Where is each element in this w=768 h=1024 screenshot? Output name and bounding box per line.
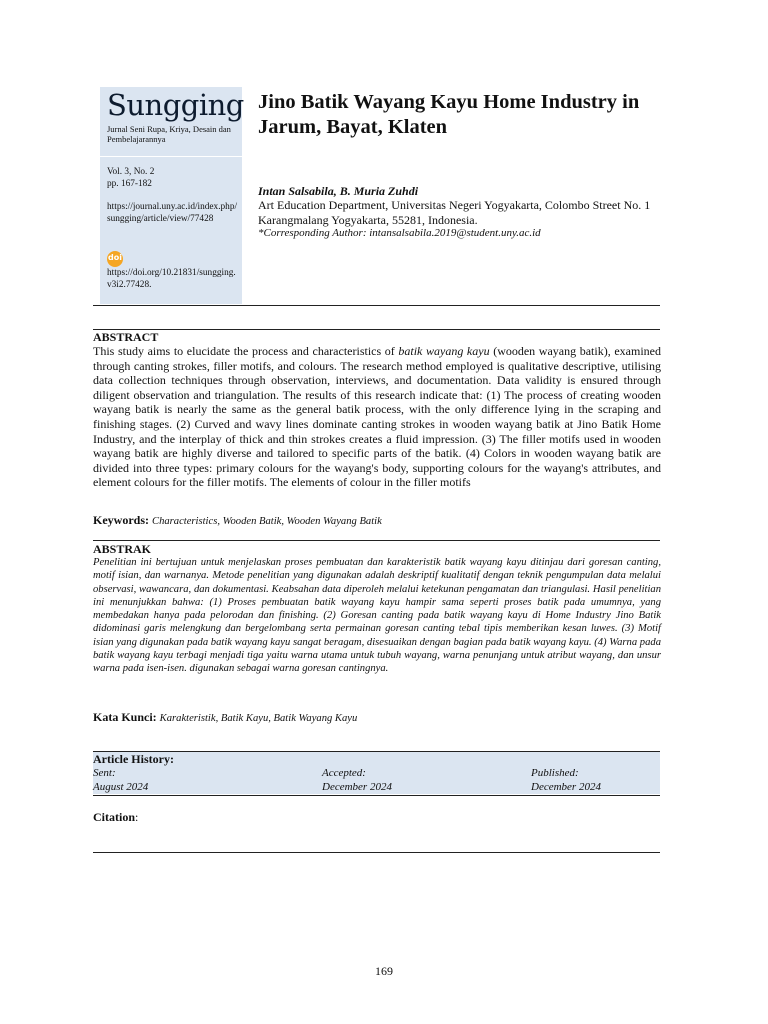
- published-date: December 2024: [531, 781, 601, 793]
- divider-rule: [93, 852, 660, 853]
- article-url-link[interactable]: https://journal.uny.ac.id/index.php/sungging/article/view/77428: [107, 202, 238, 224]
- accepted-date: December 2024: [322, 781, 392, 793]
- divider-rule: [93, 540, 660, 541]
- journal-pages: pp. 167-182: [107, 179, 152, 189]
- abstract-text-start: This study aims to elucidate the process and characteristics of: [93, 344, 399, 358]
- abstrak-body: Penelitian ini bertujuan untuk menjelaskan proses pembuatan dan karakteristik batik wayang kayu ditinjau dari goresan canting, motif isian, dan warnanya. Metode penelitian yang digunakan adalah deskriptif kualitatif dengan teknik pengumpulan data melalui observasi, wawancara, dan dokumentasi. Keabsahan data diperoleh melalui ketekunan pengamatan dan triangulasi. Hasil penelitian ini menunjukkan bahwa: (1) Proses pembuatan batik wayang kayu hampir sama seperti proses batik pada umumnya, yang membedakan hanya pada pelorodan dan finishing. (2) Goresan canting pada batik wayang kayu di Home Industry Jino Batik didominasi garis melengkung dan bergelombang serta permainan goresan canting tebal tipis memberikan kesan luwes. (3) Motif isian yang digunakan pada batik wayang kayu sangat beragam, disesuaikan dengan bagian pada batik wayang kayu. (4) Warna pada batik wayang kayu terbagi menjadi tiga yaitu warna utama untuk tubuh wayang, warna penunjang untuk atribut wayang, dan unsur warna pada isen-isen. digunakan sebagai warna goresan cantingnya.: [93, 557, 661, 675]
- keywords-label: Keywords:: [93, 513, 149, 527]
- keywords-line: [93, 513, 382, 528]
- journal-subtitle: Jurnal Seni Rupa, Kriya, Desain dan Pembelajarannya: [107, 124, 231, 144]
- abstract-text-rest: (wooden wayang batik), examined through canting strokes, filler motifs, and colours. The research method employed is qualitative descriptive, utilising data collection techniques through observation, interviews, and documentation. Data validity is ensured through diligent observation and triangulation. The results of this research indicate that: (1) The process of creating wooden wayang batik is nearly the same as the general batik process, with the only difference lying in the scraping and finishing stages. (2) Curved and wavy lines dominate canting strokes in wooden wayang batik at Jino Batik Home Industry, and the interplay of thick and thin strokes creates a fluid impression. (3) The filler motifs used in wooden wayang batik are highly diverse and tailored to specific parts of the batik. (4) Colors in wooden wayang batik are divided into three types: primary colours for the wayang's body, supporting colours for the wayang's attributes, and element colours for the filler motifs. The elements of colour in the filler motifs: [93, 344, 661, 490]
- kata-kunci-value: Karakteristik, Batik Kayu, Batik Wayang Kayu: [159, 713, 358, 724]
- article-history: [93, 752, 660, 794]
- citation-label: Citation: [93, 810, 135, 824]
- citation-separator: :: [135, 810, 139, 824]
- abstract-text-italic: batik wayang kayu: [398, 344, 490, 358]
- kata-kunci-line: [93, 710, 357, 725]
- keywords-value: Characteristics, Wooden Batik, Wooden Wayang Batik: [152, 516, 382, 527]
- page-number: 169: [375, 964, 393, 978]
- abstrak-heading: ABSTRAK: [93, 542, 152, 556]
- sent-date: August 2024: [93, 781, 149, 793]
- journal-logo: Sungging: [107, 88, 244, 122]
- published-label: Published:: [531, 767, 579, 779]
- doi-icon: [107, 251, 123, 267]
- panel-divider: [100, 156, 242, 157]
- abstract-body: [93, 344, 661, 490]
- sent-label: Sent:: [93, 767, 116, 779]
- journal-info-panel: [100, 87, 242, 304]
- article-authors: Intan Salsabila, B. Muria Zuhdi: [258, 184, 419, 198]
- doi-icon-label: doi: [108, 253, 122, 262]
- author-affiliation: Art Education Department, Universitas Negeri Yogyakarta, Colombo Street No. 1 Karangmalang Yogyakarta, 55281, Indonesia.: [258, 198, 651, 227]
- abstract-heading: ABSTRACT: [93, 330, 159, 344]
- journal-volume: Vol. 3, No. 2: [107, 167, 155, 177]
- accepted-label: Accepted:: [322, 767, 366, 779]
- history-accepted: [322, 766, 392, 794]
- doi-link[interactable]: https://doi.org/10.21831/sungging.v3i2.77428.: [107, 268, 236, 290]
- divider-rule: [93, 795, 660, 796]
- history-sent: [93, 766, 148, 794]
- corresponding-author: *Corresponding Author: intansalsabila.2019@student.uny.ac.id: [258, 227, 541, 239]
- article-history-title: Article History:: [93, 752, 174, 766]
- divider-rule: [93, 329, 660, 330]
- article-title: Jino Batik Wayang Kayu Home Industry in Jarum, Bayat, Klaten: [258, 91, 640, 138]
- citation-line: [93, 810, 138, 825]
- divider-rule: [93, 305, 660, 306]
- history-published: [531, 766, 601, 794]
- kata-kunci-label: Kata Kunci:: [93, 710, 157, 724]
